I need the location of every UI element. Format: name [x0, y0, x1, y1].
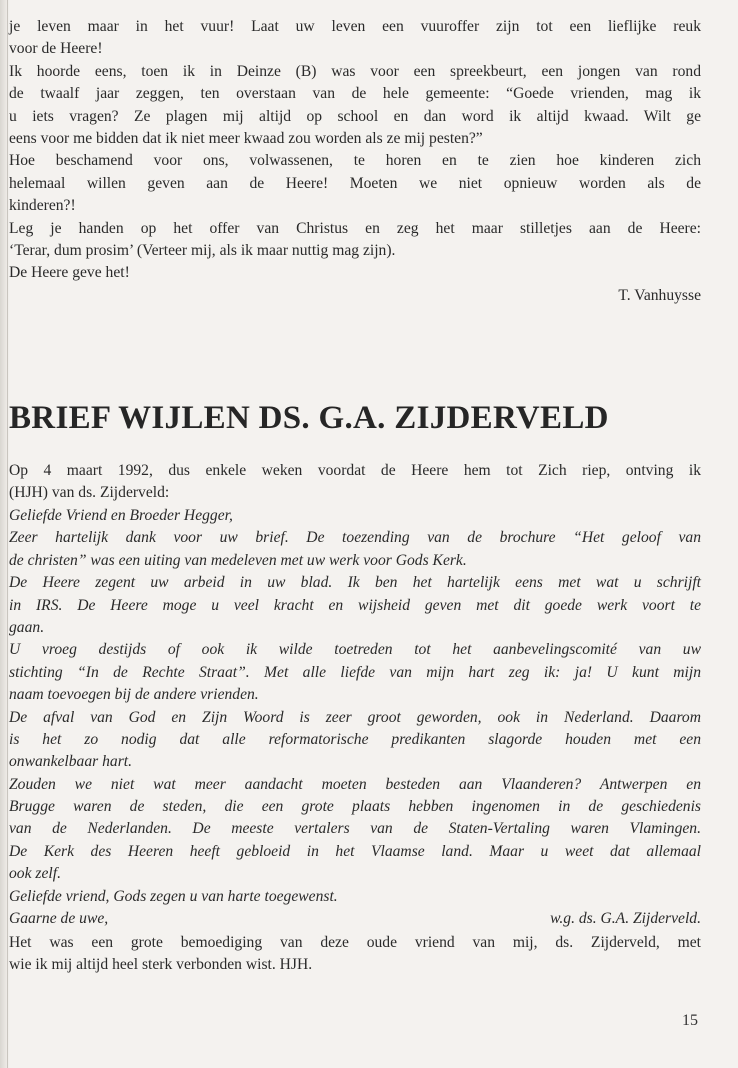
letter-line: U vroeg destijds of ook ik wilde toetreden tot het aanbevelingscomité van uw: [9, 641, 701, 659]
letter-line: van de Nederlanden. De meeste vertalers van de Staten-Vertaling waren Vlamingen.: [9, 820, 701, 838]
letter-line: De Kerk des Heeren heeft gebloeid in het Vlaamse land. Maar u weet dat allemaal: [9, 842, 701, 860]
letter-line: naam toevoegen bij de andere vrienden.: [9, 686, 259, 704]
intro-line: Leg je handen op het offer van Christus en zeg het maar stilletjes aan de Heere:: [9, 219, 701, 237]
intro-line: u iets vragen? Ze plagen mij altijd op school en dan word ik altijd kwaad. Wilt ge: [9, 107, 701, 125]
letter-intro-line: (HJH) van ds. Zijderveld:: [9, 484, 170, 502]
letter-intro-line: Op 4 maart 1992, dus enkele weken voordat de Heere hem tot Zich riep, ontving ik: [9, 462, 701, 479]
intro-line: de twaalf jaar zeggen, ten overstaan van de hele gemeente: “Goede vrienden, mag ik: [9, 85, 701, 103]
intro-line: De Heere geve het!: [9, 264, 130, 282]
letter-line: de christen” was een uiting van medeleven met uw werk voor Gods Kerk.: [9, 551, 467, 569]
intro-line: Hoe beschamend voor ons, volwassenen, te horen en te zien hoe kinderen zich: [9, 152, 701, 170]
page-edge-line: [7, 0, 8, 1068]
letter-line: Zeer hartelijk dank voor uw brief. De toezending van de brochure “Het geloof van: [9, 529, 701, 547]
intro-line: je leven maar in het vuur! Laat uw leven een vuuroffer zijn tot een lieflijke reuk: [9, 18, 701, 35]
closing-greeting: Gaarne de uwe,: [9, 910, 109, 928]
letter-line: De Heere zegent uw arbeid in uw blad. Ik ben het hartelijk eens met wat u schrijft: [9, 574, 701, 592]
article-heading: BRIEF WIJLEN DS. G.A. ZIJDERVELD: [9, 400, 609, 436]
intro-author: T. Vanhuysse: [618, 286, 701, 304]
letter-line: is het zo nodig dat alle reformatorische predikanten slagorde houden met een: [9, 730, 701, 748]
letter-line: gaan.: [9, 618, 45, 636]
letter-line: Geliefde Vriend en Broeder Hegger,: [9, 507, 233, 524]
page-number: 15: [682, 1012, 698, 1029]
intro-line: voor de Heere!: [9, 40, 103, 58]
outro-line: Het was een grote bemoediging van deze oude vriend van mij, ds. Zijderveld, met: [9, 934, 701, 951]
closing-signature: w.g. ds. G.A. Zijderveld.: [550, 910, 701, 928]
letter-intro: [9, 460, 701, 505]
intro-section: [9, 16, 701, 307]
intro-line: kinderen?!: [9, 197, 76, 215]
letter-line: Brugge waren de steden, die een grote plaats hebben ingenomen in de geschiedenis: [9, 798, 701, 816]
letter-closing: [9, 908, 701, 930]
intro-line: ‘Terar, dum prosim’ (Verteer mij, als ik maar nuttig mag zijn).: [9, 241, 396, 259]
letter-line: stichting “In de Rechte Straat”. Met alle liefde van mijn hart zeg ik: ja! U kunt mijn: [9, 663, 701, 681]
intro-line: Ik hoorde eens, toen ik in Deinze (B) was voor een spreekbeurt, een jongen van rond: [9, 62, 701, 80]
letter-line: Geliefde vriend, Gods zegen u van harte toegewenst.: [9, 887, 338, 905]
outro-line: wie ik mij altijd heel sterk verbonden wist. HJH.: [9, 956, 313, 974]
letter-line: Zouden we niet wat meer aandacht moeten besteden aan Vlaanderen? Antwerpen en: [9, 775, 701, 793]
outro-section: [9, 932, 701, 977]
letter-line: onwankelbaar hart.: [9, 753, 133, 771]
letter-body: [9, 505, 701, 930]
intro-line: helemaal willen geven aan de Heere! Moeten we niet opnieuw worden als de: [9, 174, 701, 192]
letter-line: in IRS. De Heere moge u veel kracht en wijsheid geven met dit goede werk voort te: [9, 596, 701, 614]
intro-line: eens voor me bidden dat ik niet meer kwaad zou worden als ze mij pesten?”: [9, 129, 483, 147]
letter-line: ook zelf.: [9, 865, 61, 883]
letter-line: De afval van God en Zijn Woord is zeer groot geworden, ook in Nederland. Daarom: [9, 708, 701, 726]
